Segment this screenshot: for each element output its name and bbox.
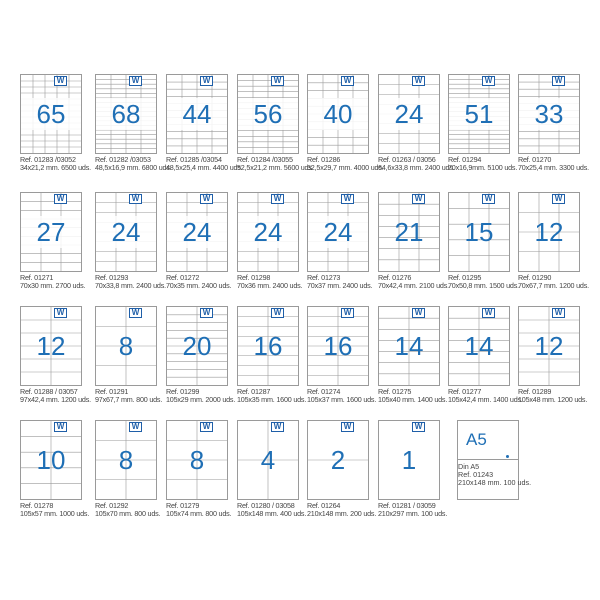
ref-code: Ref. 01270 — [518, 155, 552, 164]
w-logo-letter: W — [484, 308, 493, 317]
ref-size: 70x36 mm. 2400 uds. — [237, 281, 303, 290]
ref-code: Ref. 01272 — [166, 273, 200, 282]
label-sheet — [95, 306, 157, 386]
ref-size: 48,5x16,9 mm. 6800 uds. — [95, 163, 172, 172]
w-logo-letter: W — [131, 422, 140, 431]
ref-code: Ref. 01273 — [307, 273, 341, 282]
ref-code: Ref. 01274 — [307, 387, 341, 396]
ref-code: Ref. 01284 /03055 — [237, 155, 293, 164]
label-reference — [20, 388, 91, 404]
w-logo-icon — [54, 194, 67, 204]
label-sheet — [307, 420, 369, 500]
w-logo-letter: W — [554, 76, 563, 85]
w-logo-icon — [412, 76, 425, 86]
w-logo-icon — [552, 194, 565, 204]
label-count: 33 — [534, 99, 564, 129]
ref-size: 64,6x33,8 mm. 2400 uds. — [378, 163, 455, 172]
ref-code: Ref. 01282 /03053 — [95, 155, 151, 164]
label-count: 1 — [401, 445, 417, 475]
label-count: 8 — [118, 331, 134, 361]
label-sheet — [237, 192, 299, 272]
ref-size: 105x70 mm. 800 uds. — [95, 509, 161, 518]
label-reference — [307, 156, 384, 172]
label-count: 40 — [323, 99, 353, 129]
label-count: 51 — [464, 99, 494, 129]
w-logo-icon — [271, 308, 284, 318]
w-logo-icon — [482, 76, 495, 86]
w-logo-letter: W — [273, 308, 282, 317]
label-sheet — [166, 192, 228, 272]
ref-size: 70x37 mm. 2400 uds. — [307, 281, 373, 290]
label-card — [518, 74, 589, 172]
label-reference — [378, 388, 447, 404]
w-logo-letter: W — [202, 422, 211, 431]
label-sheet — [237, 74, 299, 154]
label-card — [448, 192, 519, 290]
w-logo-icon — [271, 76, 284, 86]
ref-size: 70x25,4 mm. 3300 uds. — [518, 163, 589, 172]
a5-ref-line3: 210x148 mm. 100 uds. — [458, 478, 532, 487]
label-card — [378, 306, 447, 404]
label-card — [166, 74, 243, 172]
label-reference — [95, 388, 162, 404]
w-logo-letter: W — [414, 194, 423, 203]
label-count: 65 — [36, 99, 66, 129]
label-sheet — [20, 420, 82, 500]
ref-code: Ref. 01264 — [307, 501, 341, 510]
label-reference — [20, 274, 85, 290]
label-reference — [378, 274, 449, 290]
ref-size: 70x42,4 mm. 2100 uds. — [378, 281, 449, 290]
label-sheet — [307, 74, 369, 154]
label-count: 15 — [464, 217, 494, 247]
label-reference — [518, 156, 589, 172]
label-sheet — [95, 420, 157, 500]
ref-size: 105x48 mm. 1200 uds. — [518, 395, 588, 404]
label-sheet — [448, 192, 510, 272]
ref-size: 52,5x29,7 mm. 4000 uds. — [307, 163, 384, 172]
a5-top-section — [458, 421, 518, 460]
label-reference — [166, 502, 231, 518]
w-logo-letter: W — [56, 422, 65, 431]
w-logo-icon — [129, 308, 142, 318]
w-logo-letter: W — [343, 194, 352, 203]
ref-size: 70x50,8 mm. 1500 uds. — [448, 281, 519, 290]
label-reference — [307, 388, 376, 404]
w-logo-icon — [271, 422, 284, 432]
label-count: 14 — [464, 331, 494, 361]
label-count: 8 — [118, 445, 134, 475]
label-card — [378, 192, 449, 290]
ref-size: 105x42,4 mm. 1400 uds. — [448, 395, 523, 404]
label-reference — [95, 274, 166, 290]
ref-size: 70x35 mm. 2400 uds. — [166, 281, 232, 290]
label-count: 21 — [394, 217, 424, 247]
label-card — [20, 192, 85, 290]
ref-code: Ref. 01285 /03054 — [166, 155, 222, 164]
label-card — [307, 420, 376, 518]
ref-code: Ref. 01291 — [95, 387, 129, 396]
w-logo-icon — [200, 194, 213, 204]
label-reference — [166, 156, 243, 172]
label-card — [166, 420, 231, 518]
label-sheet — [166, 420, 228, 500]
label-card — [20, 306, 91, 404]
w-logo-letter: W — [343, 76, 352, 85]
label-reference — [237, 274, 302, 290]
label-card — [237, 306, 306, 404]
label-sheet — [378, 74, 440, 154]
w-logo-letter: W — [56, 194, 65, 203]
w-logo-icon — [200, 308, 213, 318]
w-logo-letter: W — [202, 76, 211, 85]
label-sheet — [378, 306, 440, 386]
a5-ref-line1: Din A5 — [458, 462, 480, 471]
label-reference — [448, 388, 523, 404]
label-count: 24 — [394, 99, 424, 129]
ref-size: 105x57 mm. 1000 uds. — [20, 509, 90, 518]
ref-size: 48,5x25,4 mm. 4400 uds. — [166, 163, 243, 172]
label-card — [95, 192, 166, 290]
label-reference — [166, 388, 235, 404]
label-sheet — [166, 74, 228, 154]
label-reference — [95, 502, 160, 518]
label-sheet — [95, 74, 157, 154]
label-sheet — [518, 74, 580, 154]
label-sheet — [237, 420, 299, 500]
ref-code: Ref. 01298 — [237, 273, 271, 282]
ref-code: Ref. 01292 — [95, 501, 129, 510]
w-logo-icon — [412, 308, 425, 318]
label-card — [20, 74, 91, 172]
label-reference — [237, 388, 306, 404]
a5-dot-icon — [506, 455, 509, 458]
ref-code: Ref. 01299 — [166, 387, 200, 396]
w-logo-letter: W — [343, 422, 352, 431]
w-logo-icon — [412, 194, 425, 204]
label-card — [166, 192, 231, 290]
ref-code: Ref. 01286 — [307, 155, 341, 164]
label-reference — [307, 274, 372, 290]
ref-size: 210x297 mm. 100 uds. — [378, 509, 448, 518]
w-logo-letter: W — [273, 194, 282, 203]
label-reference — [448, 156, 517, 172]
w-logo-letter: W — [131, 308, 140, 317]
label-sheet — [20, 192, 82, 272]
w-logo-icon — [129, 76, 142, 86]
w-logo-letter: W — [202, 308, 211, 317]
label-card — [378, 420, 447, 518]
w-logo-letter: W — [484, 76, 493, 85]
label-count: 56 — [253, 99, 283, 129]
label-card — [237, 74, 314, 172]
label-card — [378, 74, 455, 172]
label-reference — [518, 274, 589, 290]
ref-code: Ref. 01277 — [448, 387, 482, 396]
label-sheet — [20, 74, 82, 154]
ref-size: 70x30 mm. 2700 uds. — [20, 281, 86, 290]
ref-code: Ref. 01263 / 03056 — [378, 155, 436, 164]
label-card — [518, 306, 587, 404]
ref-code: Ref. 01276 — [378, 273, 412, 282]
ref-code: Ref. 01283 /03052 — [20, 155, 76, 164]
w-logo-icon — [129, 194, 142, 204]
w-logo-letter: W — [56, 76, 65, 85]
label-sheet — [378, 192, 440, 272]
label-reference — [20, 156, 91, 172]
label-count: 8 — [189, 445, 205, 475]
ref-size: 70x16,9mm. 5100 uds. — [448, 163, 518, 172]
label-reference — [95, 156, 172, 172]
label-reference — [166, 274, 231, 290]
w-logo-icon — [129, 422, 142, 432]
ref-size: 34x21,2 mm. 6500 uds. — [20, 163, 91, 172]
label-sheet — [237, 306, 299, 386]
label-sheet — [20, 306, 82, 386]
label-sheet — [95, 192, 157, 272]
ref-size: 105x29 mm. 2000 uds. — [166, 395, 236, 404]
ref-size: 105x74 mm. 800 uds. — [166, 509, 232, 518]
label-count: 16 — [323, 331, 353, 361]
label-card — [20, 420, 89, 518]
label-card — [95, 420, 160, 518]
label-sheet — [307, 192, 369, 272]
label-count: 4 — [260, 445, 276, 475]
ref-code: Ref. 01293 — [95, 273, 129, 282]
label-count: 14 — [394, 331, 424, 361]
w-logo-letter: W — [414, 422, 423, 431]
label-card — [237, 420, 306, 518]
label-card — [518, 192, 589, 290]
label-card — [95, 306, 162, 404]
a5-label: A5 — [466, 430, 487, 449]
label-sheet — [307, 306, 369, 386]
a5-sheet — [457, 420, 519, 500]
w-logo-icon — [412, 422, 425, 432]
a5-ref-line2: Ref. 01243 — [458, 470, 494, 479]
label-reference — [237, 502, 306, 518]
label-card — [448, 306, 523, 404]
label-count: 16 — [253, 331, 283, 361]
w-logo-icon — [271, 194, 284, 204]
label-card — [448, 74, 517, 172]
label-card — [237, 192, 302, 290]
label-sheet — [518, 192, 580, 272]
label-reference — [20, 502, 89, 518]
label-sheet — [448, 74, 510, 154]
ref-code: Ref. 01287 — [237, 387, 271, 396]
label-card — [307, 74, 384, 172]
w-logo-letter: W — [414, 76, 423, 85]
w-logo-letter: W — [554, 308, 563, 317]
w-logo-letter: W — [554, 194, 563, 203]
w-logo-icon — [482, 194, 495, 204]
w-logo-icon — [341, 308, 354, 318]
ref-size: 210x148 mm. 200 uds. — [307, 509, 377, 518]
label-count: 27 — [36, 217, 66, 247]
ref-code: Ref. 01279 — [166, 501, 200, 510]
label-count: 12 — [534, 217, 564, 247]
w-logo-icon — [482, 308, 495, 318]
label-count: 10 — [36, 445, 66, 475]
w-logo-icon — [54, 422, 67, 432]
label-sheet — [378, 420, 440, 500]
ref-size: 105x148 mm. 400 uds. — [237, 509, 307, 518]
ref-size: 105x35 mm. 1600 uds. — [237, 395, 307, 404]
label-count: 44 — [182, 99, 212, 129]
label-count: 24 — [323, 217, 353, 247]
label-count: 24 — [111, 217, 141, 247]
w-logo-letter: W — [414, 308, 423, 317]
label-reference — [378, 156, 455, 172]
label-card — [307, 306, 376, 404]
label-reference — [378, 502, 447, 518]
ref-size: 105x40 mm. 1400 uds. — [378, 395, 448, 404]
w-logo-icon — [54, 308, 67, 318]
ref-size: 52,5x21,2 mm. 5600 uds. — [237, 163, 314, 172]
ref-code: Ref. 01278 — [20, 501, 54, 510]
label-card — [95, 74, 172, 172]
ref-code: Ref. 01281 / 03059 — [378, 501, 436, 510]
ref-code: Ref. 01271 — [20, 273, 54, 282]
label-count: 24 — [253, 217, 283, 247]
ref-code: Ref. 01290 — [518, 273, 552, 282]
label-reference — [237, 156, 314, 172]
w-logo-icon — [200, 76, 213, 86]
label-reference — [518, 388, 587, 404]
w-logo-icon — [54, 76, 67, 86]
label-count: 12 — [534, 331, 564, 361]
a5-reference — [458, 463, 531, 487]
label-sheet — [448, 306, 510, 386]
w-logo-icon — [552, 308, 565, 318]
w-logo-icon — [341, 194, 354, 204]
w-logo-icon — [552, 76, 565, 86]
label-sheet — [166, 306, 228, 386]
ref-code: Ref. 01288 / 03057 — [20, 387, 78, 396]
ref-code: Ref. 01280 / 03058 — [237, 501, 295, 510]
w-logo-letter: W — [273, 422, 282, 431]
w-logo-letter: W — [131, 194, 140, 203]
w-logo-letter: W — [202, 194, 211, 203]
label-sheet — [518, 306, 580, 386]
label-count: 2 — [330, 445, 346, 475]
label-reference — [448, 274, 519, 290]
w-logo-letter: W — [56, 308, 65, 317]
label-count: 24 — [182, 217, 212, 247]
label-card — [166, 306, 235, 404]
w-logo-letter: W — [273, 76, 282, 85]
label-count: 68 — [111, 99, 141, 129]
ref-code: Ref. 01295 — [448, 273, 482, 282]
ref-size: 70x33,8 mm. 2400 uds. — [95, 281, 166, 290]
w-logo-letter: W — [131, 76, 140, 85]
ref-code: Ref. 01275 — [378, 387, 412, 396]
w-logo-icon — [200, 422, 213, 432]
label-reference — [307, 502, 376, 518]
ref-code: Ref. 01289 — [518, 387, 552, 396]
label-card — [307, 192, 372, 290]
ref-code: Ref. 01294 — [448, 155, 482, 164]
label-count: 12 — [36, 331, 66, 361]
ref-size: 97x42,4 mm. 1200 uds. — [20, 395, 91, 404]
ref-size: 105x37 mm. 1600 uds. — [307, 395, 377, 404]
w-logo-icon — [341, 422, 354, 432]
w-logo-icon — [341, 76, 354, 86]
ref-size: 97x67,7 mm. 800 uds. — [95, 395, 163, 404]
w-logo-letter: W — [484, 194, 493, 203]
label-count: 20 — [182, 331, 212, 361]
ref-size: 70x67,7 mm. 1200 uds. — [518, 281, 589, 290]
w-logo-letter: W — [343, 308, 352, 317]
